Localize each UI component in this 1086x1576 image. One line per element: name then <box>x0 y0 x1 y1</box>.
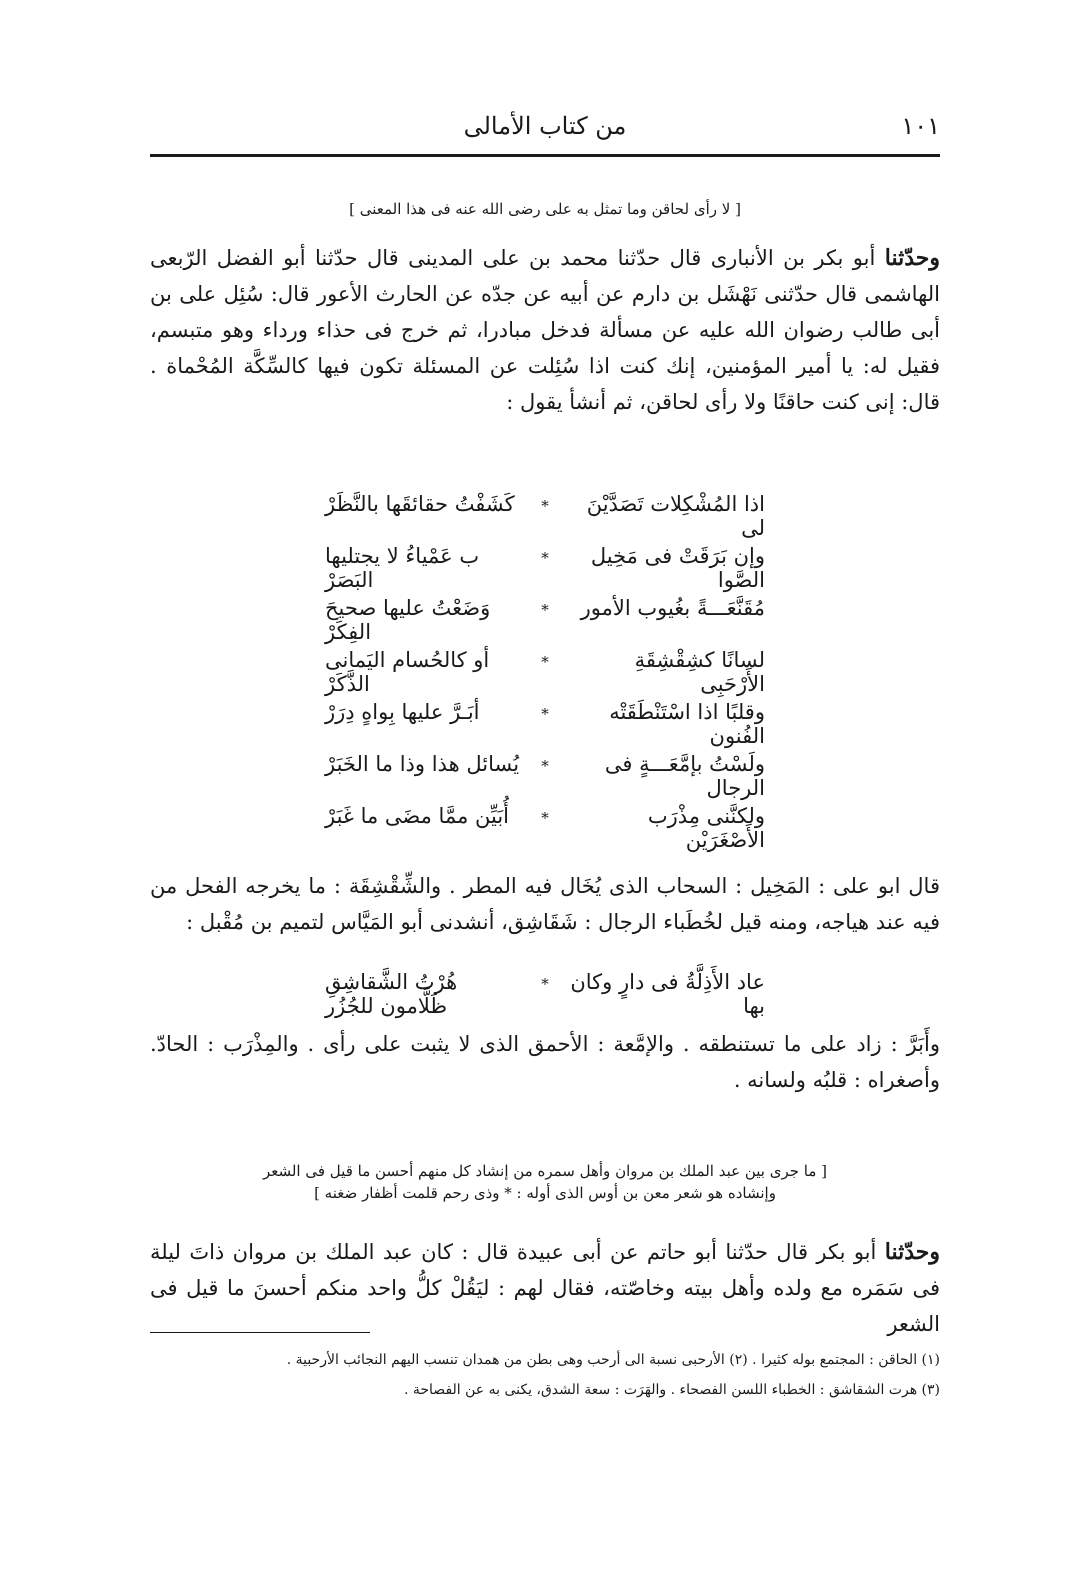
book-page <box>150 100 940 1520</box>
verse-separator: * <box>541 601 549 619</box>
verse <box>270 970 820 1022</box>
footnote-rule <box>150 1332 370 1333</box>
verse-first-hemistich: وإن بَرَقَتْ فى مَخِيل الصَّوا <box>590 544 765 592</box>
verse-first-hemistich: اذا المُشْكِلات تَصَدَّيْنَ لى <box>586 492 765 540</box>
verse <box>270 804 820 856</box>
verse-first-hemistich: لسانًا كشِقْشِقَةِ الأَرْحَبِى <box>634 648 765 696</box>
verse-first-hemistich: مُقَنَّعَـــةً بغُيوب الأمور <box>580 596 765 620</box>
footnotes <box>150 1345 940 1405</box>
verse-separator: * <box>541 809 549 827</box>
verse-second-hemistich: أو كالحُسام اليَمانى الذَّكَرْ <box>325 648 490 696</box>
verse-first-hemistich: وقلبًا اذا اسْتَنْطَقَتْه الفُنون <box>609 700 765 748</box>
verse-separator: * <box>541 757 549 775</box>
running-title: من كتاب الأمالى <box>463 112 627 140</box>
verse-first-hemistich: ولَسْتُ بإمَّعَـــةٍ فى الرجال <box>604 752 765 800</box>
verse <box>270 700 820 752</box>
section-heading: [ لا رأى لحاقن وما تمثل به على رضى الله عنه فى هذا المعنى ] <box>349 200 741 218</box>
poem <box>270 970 820 1022</box>
footnote: (١) الحاقن : المجتمع بوله كثيرا . (٢) الأرحبى نسبة الى أرحب وهى بطن من همدان تنسب اليهم النجائب الأرحبية . <box>286 1352 940 1368</box>
paragraph <box>150 1234 940 1342</box>
verse-second-hemistich: أُبَيِّن ممَّا مضَى ما غَبَرْ <box>325 804 510 828</box>
verse <box>270 544 820 596</box>
verse-second-hemistich: أبَـرَّ عليها بِواهٍ دِرَرْ <box>325 700 480 724</box>
header-rule <box>150 154 940 157</box>
paragraph <box>150 240 940 420</box>
section-heading-line: وإنشاده هو شعر معن بن أوس الذى أوله : * وذى رحم قلمت أظفار ضغنه ] <box>314 1184 776 1202</box>
verse-separator: * <box>541 653 549 671</box>
page-header <box>150 112 940 152</box>
footnote: (٣) هرت الشقاشق : الخطباء اللسن الفصحاء . والهَرَت : سعة الشدق، يكنى به عن الفصاحة . <box>403 1382 940 1398</box>
verse-first-hemistich: عاد الأَذِلَّةُ فى دارٍ وكان بها <box>570 970 765 1018</box>
verse-second-hemistich: وَضَعْتُ عليها صحيحَ الفِكَرْ <box>325 596 491 644</box>
verse-first-hemistich: ولكنَّنى مِذْرَب الأَصْغَرَيْن <box>647 804 765 852</box>
gloss-paragraph: قال ابو على : المَخِيل : السحاب الذى يُخَال فيه المطر . والشِّقْشِقَة : ما يخرجه الفحل من فيه عند هياجه، ومنه قيل لخُطَباء الرجال : شَقَاشِق، أنشدنى أبو المَيَّاس لتميم بن مُقْبل : <box>150 874 940 934</box>
paragraph-lead: وحدّثنا <box>884 1239 940 1265</box>
verse-separator: * <box>541 497 549 515</box>
gloss-paragraph: وأَبَرَّ : زاد على ما تستنطقه . والإمَّعة : الأحمق الذى لا يثبت على رأى . والمِذْرَب : الحادّ. وأصغراه : قلبُه ولسانه . <box>150 1032 940 1092</box>
paragraph-text: أبو بكر بن الأنبارى قال حدّثنا محمد بن على المدينى قال حدّثنا أبو الفضل الرّبعى الهاشمى قال حدّثنى نَهْشَل بن دارم عن أبيه عن جدّه عن الحارث الأعور قال: سُئِل على بن أبى طالب رضوان الله عليه عن مسألة فدخل مبادرا، ثم خرج فى حذاء ورداء وهو متبسم، فقيل له: يا أمير المؤمنين، إنك كنت اذا سُئِلت عن المسئلة تكون فيها كالسِّكَّة المُحْماة . قال: إنى كنت حاقنًا ولا رأى لحاقن، ثم أنشأ يقول : <box>150 246 940 414</box>
verse <box>270 648 820 700</box>
verse-separator: * <box>541 705 549 723</box>
verse-separator: * <box>541 549 549 567</box>
verse-separator: * <box>541 975 549 993</box>
verse <box>270 492 820 544</box>
verse <box>270 596 820 648</box>
verse-second-hemistich: هُرْتُ الشَّقاشِقِ ظَلَّامون للجُزُر <box>325 970 458 1018</box>
verse-second-hemistich: كَشَفْتُ حقائقَها بالنَّظَرْ <box>325 492 515 516</box>
paragraph-lead: وحدّثنا <box>884 245 940 271</box>
verse-second-hemistich: ب عَمْياءُ لا يجتليها البَصَرْ <box>325 544 480 592</box>
verse-second-hemistich: يُسائل هذا وذا ما الخَبَرْ <box>325 752 520 776</box>
page-number: ١٠١ <box>901 112 940 140</box>
verse <box>270 752 820 804</box>
poem <box>270 492 820 856</box>
section-heading-line: [ ما جرى بين عبد الملك بن مروان وأهل سمره من إنشاد كل منهم أحسن ما قيل فى الشعر <box>262 1162 828 1180</box>
section-heading <box>150 1160 940 1204</box>
paragraph-text: أبو بكر قال حدّثنا أبو حاتم عن أبى عبيدة قال : كان عبد الملك بن مروان ذاتَ ليلة فى سَمَره مع ولده وأهل بيته وخاصّته، فقال لهم : ليَقُلْ كلُّ واحد منكم أحسنَ ما قيل فى الشعر <box>150 1240 940 1336</box>
